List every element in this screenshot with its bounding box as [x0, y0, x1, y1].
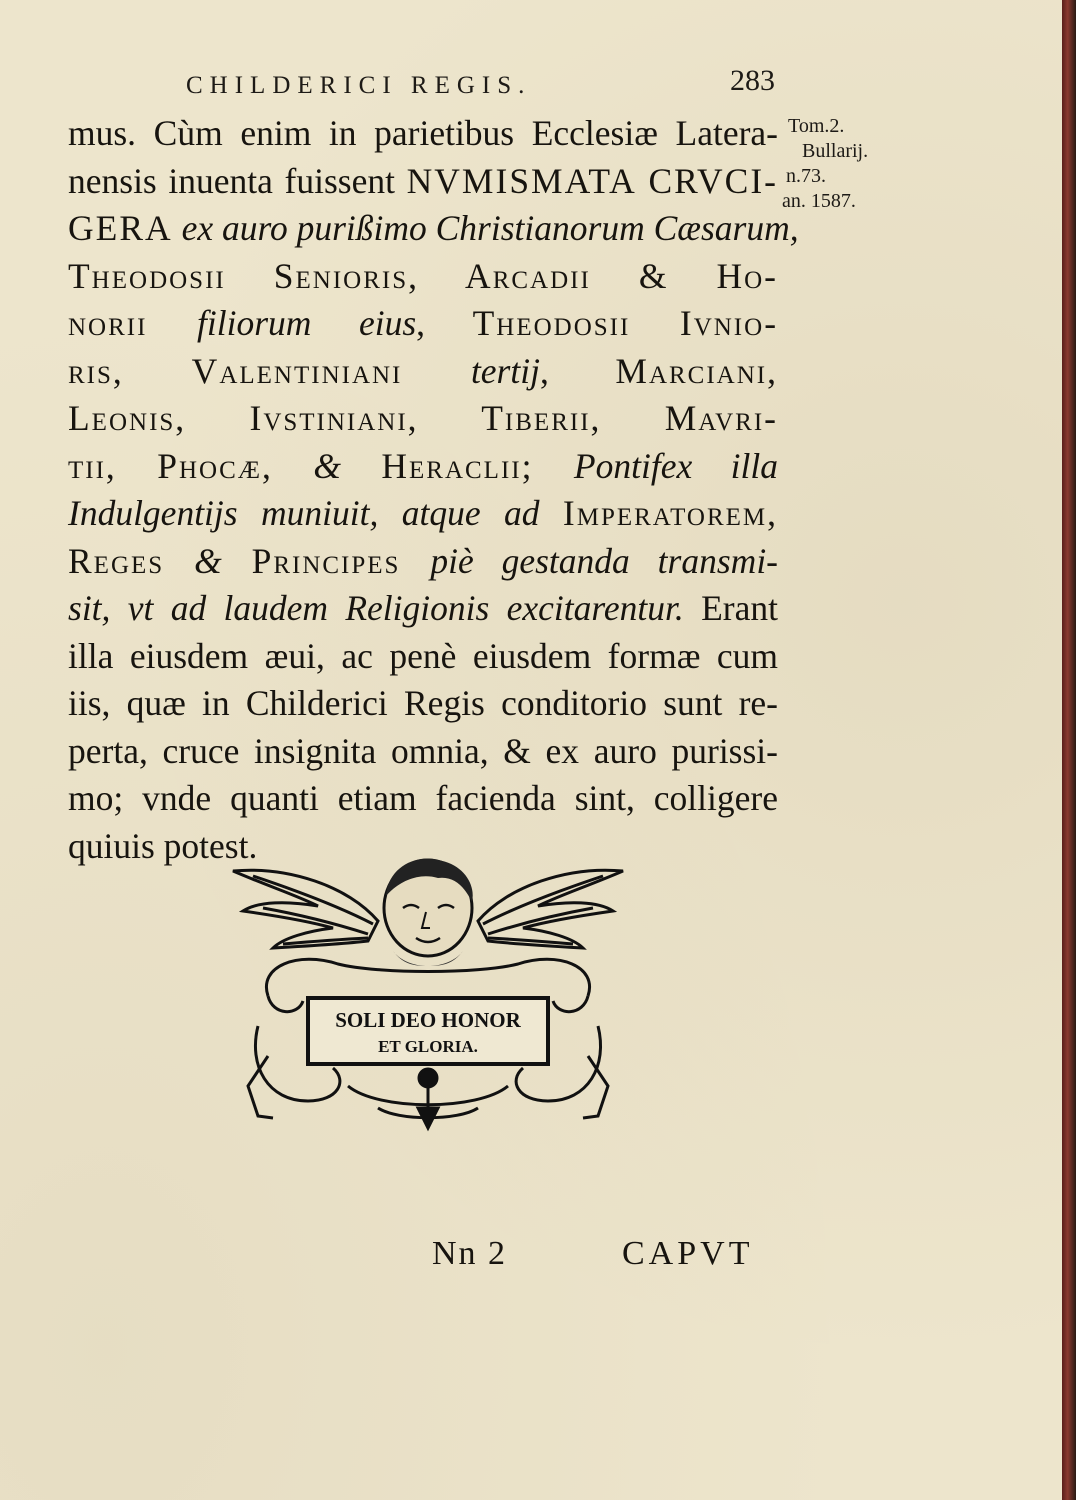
margin-note-line: Tom.2. — [788, 115, 845, 137]
text-run: tertij — [470, 350, 540, 391]
right-wing-icon — [478, 870, 623, 948]
book-edge — [1062, 0, 1076, 1500]
text-run: NVMISMATA CRVCI- — [406, 160, 778, 201]
text-run: sit, vt ad laudem Religionis excitarentur. — [68, 588, 684, 628]
text-line — [68, 348, 778, 396]
text-line — [68, 490, 778, 538]
text-run: , — [539, 350, 616, 391]
text-line — [68, 633, 778, 681]
text-line — [68, 110, 778, 158]
text-run: nensis inuenta fuissent — [68, 160, 407, 201]
text-run: ex auro purißimo Christianorum Cæsarum, — [181, 208, 799, 248]
text-run: Principes — [221, 540, 431, 581]
left-wing-icon — [233, 870, 378, 948]
text-line — [68, 728, 778, 776]
text-run: Pontifex illa — [573, 445, 778, 486]
text-run: , — [416, 303, 473, 343]
text-run: mus. Cùm enim in parietibus Ecclesiæ Latera- — [68, 113, 778, 153]
text-line — [68, 680, 778, 728]
margin-note — [780, 114, 880, 214]
text-run: iis, quæ in Childerici Regis conditorio sunt re- — [68, 683, 778, 723]
page-number: 283 — [730, 64, 775, 97]
text-run: GERA — [68, 208, 182, 248]
text-line — [68, 300, 778, 348]
text-run: ris, Valentiniani — [68, 350, 471, 391]
cherub-head-icon — [384, 859, 473, 967]
text-run: filiorum eius — [197, 303, 417, 343]
text-run: illa eiusdem æui, ac penè eiusdem formæ cum — [68, 635, 778, 676]
text-run: Indulgentijs muniuit, atque ad — [68, 493, 563, 533]
catchword: CAPVT — [622, 1235, 754, 1272]
text-line — [68, 443, 778, 491]
text-run: Leonis, Ivstiniani, Tiberii, Mavri- — [68, 398, 778, 438]
text-line — [68, 775, 778, 823]
margin-note-line: Bullarij. — [802, 140, 869, 162]
text-run: Erant — [683, 588, 778, 628]
text-run: & — [194, 540, 222, 581]
text-line — [68, 395, 778, 443]
text-run: Imperatorem, — [562, 493, 778, 533]
cherub-tailpiece-ornament — [228, 846, 628, 1146]
motto-line-1: SOLI DEO HONOR — [335, 1008, 521, 1032]
text-run: norii — [68, 303, 197, 343]
text-run: Heraclii; — [340, 445, 574, 486]
text-run: Theodosii Ivnio- — [472, 303, 779, 343]
margin-note-line: an. 1587. — [782, 190, 856, 212]
text-run: Marciani, — [615, 350, 778, 391]
text-run: tii, Phocæ, — [68, 445, 314, 486]
motto-line-2: ET GLORIA. — [378, 1037, 478, 1056]
text-run: Reges — [68, 540, 195, 581]
signature-mark: Nn 2 — [432, 1235, 508, 1272]
text-line — [68, 158, 778, 206]
text-run: quiuis potest. — [68, 825, 258, 866]
text-run: & — [313, 445, 341, 486]
text-run: Theodosii Senioris, Arcadii & Ho- — [68, 255, 778, 296]
text-line — [68, 538, 778, 586]
text-line — [68, 205, 799, 253]
body-text — [68, 110, 799, 870]
margin-note-line: n.73. — [786, 165, 826, 187]
text-run: piè gestanda transmi- — [430, 540, 778, 581]
text-line — [68, 585, 778, 633]
text-run: perta, cruce insignita omnia, & ex auro purissi- — [68, 730, 778, 771]
running-head: CHILDERICI REGIS. — [186, 72, 532, 99]
text-line — [68, 253, 778, 301]
text-run: mo; vnde quanti etiam facienda sint, colligere — [68, 778, 778, 818]
